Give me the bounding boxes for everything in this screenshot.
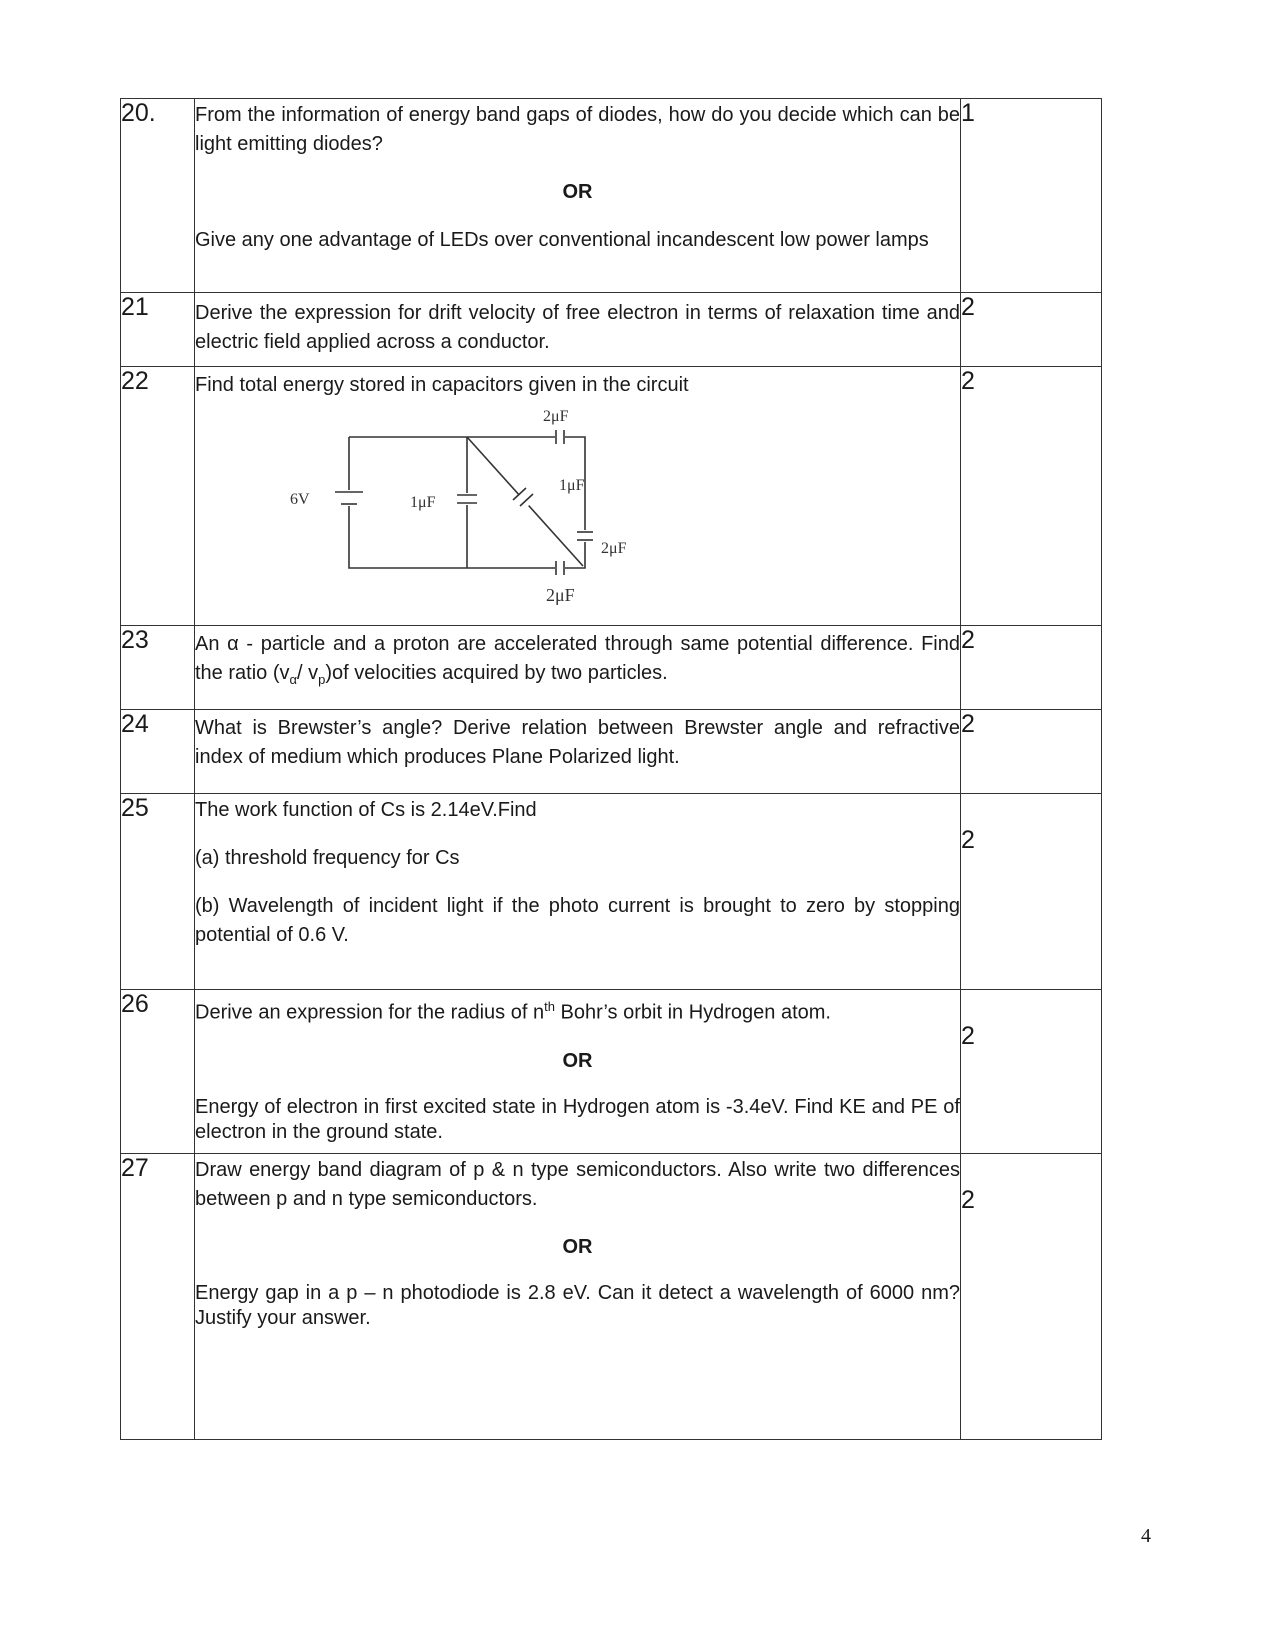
question-marks: 2 — [961, 794, 1102, 990]
question-text-body — [195, 630, 960, 694]
subscript-alpha: α — [289, 672, 297, 687]
question-row-21 — [121, 293, 1102, 367]
question-number: 27 — [121, 1154, 195, 1440]
question-text — [195, 293, 961, 367]
question-marks: 2 — [961, 293, 1102, 367]
question-text — [195, 626, 961, 710]
question-row-23 — [121, 626, 1102, 710]
question-marks: 2 — [961, 990, 1102, 1154]
question-marks: 2 — [961, 1154, 1102, 1440]
question-row-25 — [121, 794, 1102, 990]
question-intro: The work function of Cs is 2.14eV.Find — [195, 799, 537, 821]
question-row-27 — [121, 1154, 1102, 1440]
question-marks: 2 — [961, 710, 1102, 794]
question-part-a — [195, 992, 960, 1028]
question-row-26 — [121, 990, 1102, 1154]
question-row-24 — [121, 710, 1102, 794]
or-label: OR — [562, 1236, 593, 1258]
question-marks: 1 — [961, 99, 1102, 293]
question-marks: 2 — [961, 367, 1102, 626]
label-c-diag: 1μF — [559, 477, 585, 494]
question-text — [195, 794, 961, 990]
subscript-p: p — [318, 672, 326, 687]
text-segment: Derive an expression for the radius of n — [195, 1001, 545, 1024]
text-segment: )of velocities acquired by two particles. — [325, 662, 668, 684]
text-segment: An α - particle and a proton are accelerated through same potential difference. Find the ratio (v — [195, 633, 960, 684]
question-text — [195, 710, 961, 794]
or-label: OR — [562, 181, 593, 203]
question-part-b: Give any one advantage of LEDs over conventional incandescent low power lamps — [195, 229, 929, 251]
question-number: 26 — [121, 990, 195, 1154]
question-text — [195, 1154, 961, 1440]
question-row-22 — [121, 367, 1102, 626]
question-number: 23 — [121, 626, 195, 710]
question-marks: 2 — [961, 626, 1102, 710]
question-text-body: What is Brewster’s angle? Derive relation between Brewster angle and refractive index of medium which produces Plane Polarized light. — [195, 717, 960, 768]
text-segment: / v — [297, 662, 319, 684]
question-text — [195, 99, 961, 293]
superscript-th: th — [544, 999, 555, 1014]
question-text — [195, 990, 961, 1154]
question-text — [195, 367, 961, 626]
label-c-left: 1μF — [410, 494, 436, 511]
questions-table — [120, 98, 1102, 1440]
question-number: 24 — [121, 710, 195, 794]
label-c-right: 2μF — [601, 540, 627, 557]
label-battery: 6V — [290, 491, 310, 508]
question-part-b: (b) Wavelength of incident light if the photo current is brought to zero by stopping potential of 0.6 V. — [195, 895, 960, 946]
question-text-body: Find total energy stored in capacitors given in the circuit — [195, 374, 689, 396]
question-number: 20. — [121, 99, 195, 293]
question-number: 21 — [121, 293, 195, 367]
question-row-20 — [121, 99, 1102, 293]
question-part-a: (a) threshold frequency for Cs — [195, 847, 460, 869]
question-part-a: From the information of energy band gaps of diodes, how do you decide which can be light emitting diodes? — [195, 104, 960, 155]
question-part-b: Energy of electron in first excited state in Hydrogen atom is -3.4eV. Find KE and PE of electron in the ground state. — [195, 1095, 960, 1143]
question-number: 22 — [121, 367, 195, 626]
label-c-top: 2μF — [543, 408, 569, 425]
or-label: OR — [562, 1049, 593, 1072]
question-part-b: Energy gap in a p – n photodiode is 2.8 eV. Can it detect a wavelength of 6000 nm? Justify your answer. — [195, 1282, 960, 1329]
label-c-bottom: 2μF — [546, 585, 575, 605]
question-part-a: Draw energy band diagram of p & n type semiconductors. Also write two differences between p and n type semiconductors. — [195, 1159, 960, 1210]
question-number: 25 — [121, 794, 195, 990]
capacitor-circuit-diagram — [195, 408, 635, 618]
page-number: 4 — [1141, 1525, 1151, 1547]
question-text-body: Derive the expression for drift velocity of free electron in terms of relaxation time and electric field applied across a conductor. — [195, 302, 960, 353]
text-segment: Bohr’s orbit in Hydrogen atom. — [554, 1001, 831, 1024]
